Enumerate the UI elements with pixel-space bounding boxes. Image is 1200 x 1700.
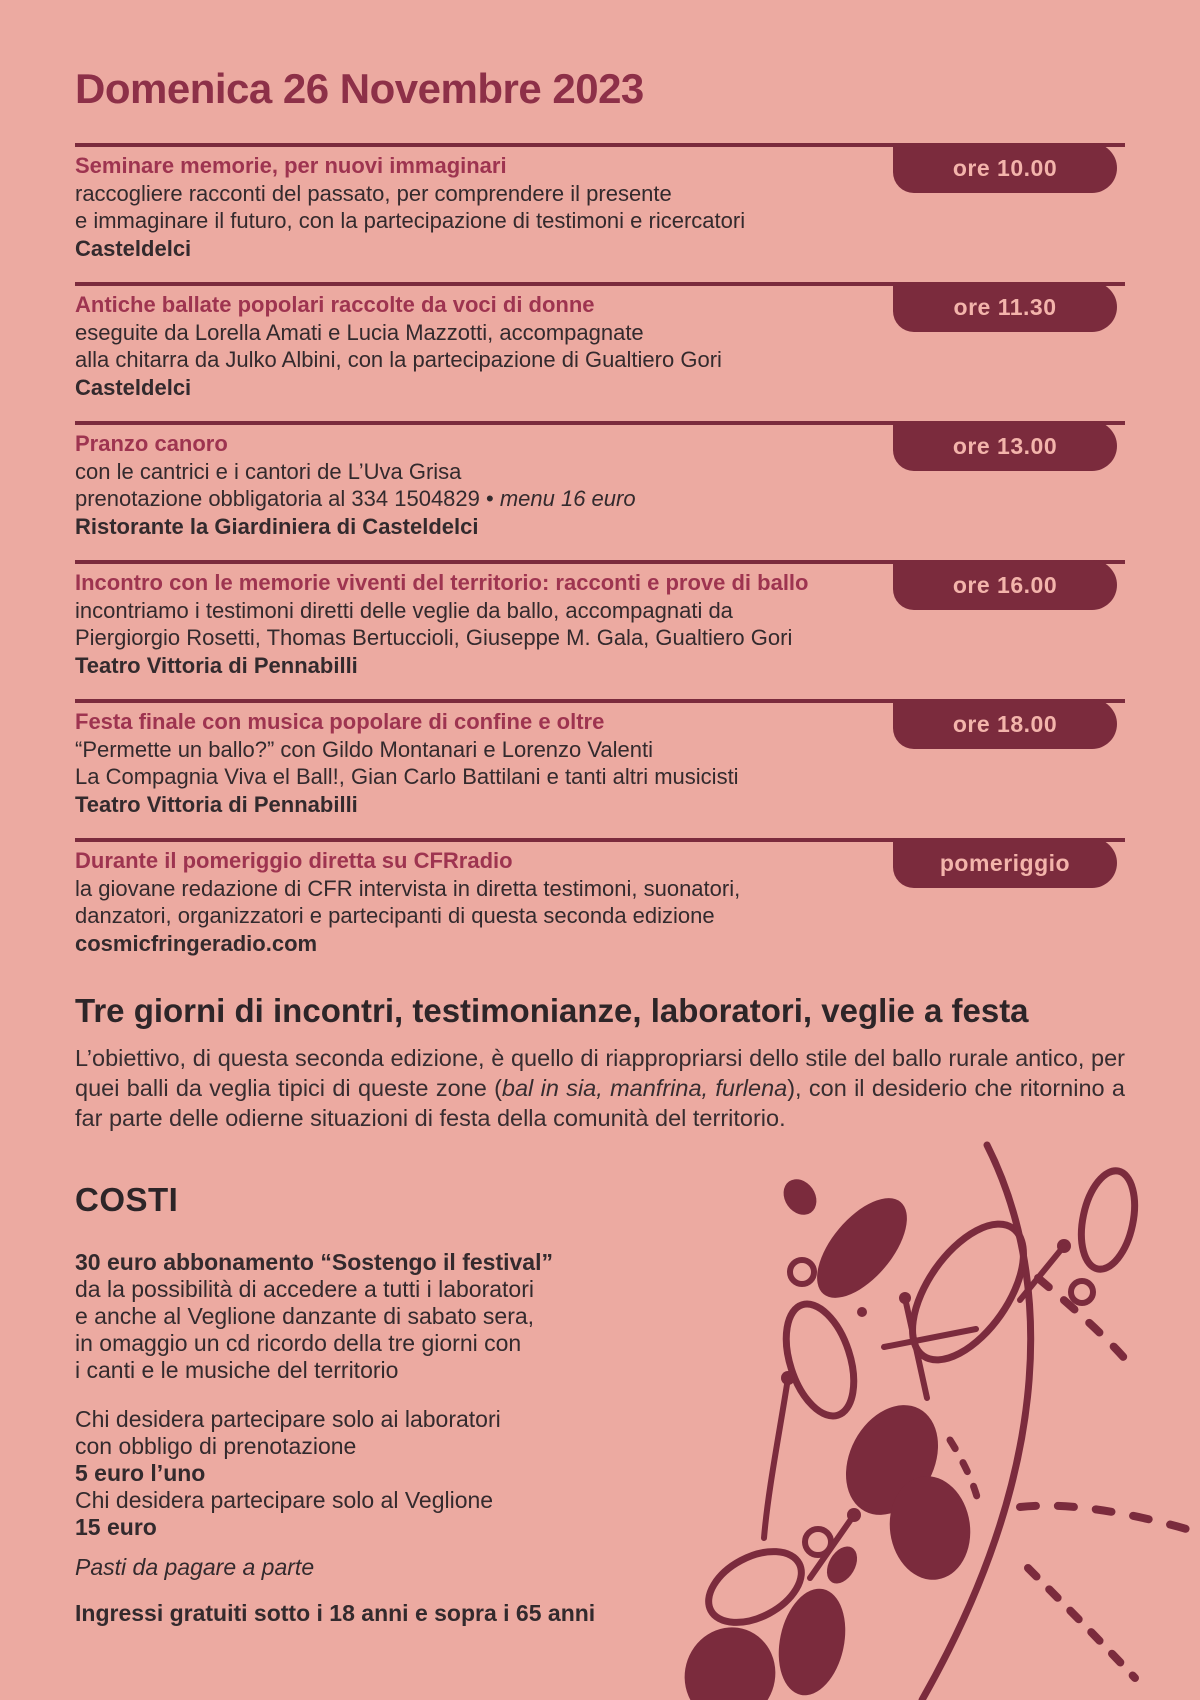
event-description-line: eseguite da Lorella Amati e Lucia Mazzotti, accompagnate [75, 319, 644, 345]
costs-section [75, 1249, 635, 1627]
dance-names-italic: bal in sia, manfrina, furlena [501, 1075, 788, 1101]
event-description-line: danzatori, organizzatori e partecipanti di questa seconda edizione [75, 903, 715, 928]
schedule [75, 143, 1125, 977]
workshops-only-line: Chi desidera partecipare solo ai laboratori [75, 1406, 501, 1432]
subscription-line: in omaggio un cd ricordo della tre giorni con [75, 1330, 522, 1356]
intro-text-end: ), con il desiderio che ritornino a far parte delle odierne situazioni di festa della comunità del territorio. [75, 1075, 1125, 1131]
event-description-line: alla chitarra da Julko Albini, con la partecipazione di Gualtiero Gori [75, 347, 722, 372]
time-badge: ore 11.30 [893, 282, 1117, 332]
event-description-line [75, 485, 1125, 513]
event-description-line: Piergiorgio Rosetti, Thomas Bertuccioli, Giuseppe M. Gala, Gualtiero Gori [75, 625, 793, 650]
event-description-line: con le cantrici e i cantori de L’Uva Grisa [75, 458, 462, 484]
costs-heading: COSTI [75, 1181, 179, 1218]
event-description-line: raccogliere racconti del passato, per comprendere il presente [75, 180, 672, 206]
festival-intro-paragraph [75, 1043, 1125, 1133]
time-badge: pomeriggio [893, 838, 1117, 888]
event-row-1 [75, 143, 1125, 282]
event-row-5 [75, 699, 1125, 838]
menu-price-note: menu 16 euro [499, 486, 636, 511]
event-title: Pranzo canoro [75, 431, 228, 456]
event-title: Seminare memorie, per nuovi immaginari [75, 153, 507, 178]
time-badge: ore 18.00 [893, 699, 1117, 749]
time-badge: ore 13.00 [893, 421, 1117, 471]
event-row-4 [75, 560, 1125, 699]
event-row-6 [75, 838, 1125, 977]
event-title: Festa finale con musica popolare di confine e oltre [75, 709, 605, 734]
subscription-line: da la possibilità di accedere a tutti i laboratori [75, 1276, 534, 1302]
time-badge: ore 16.00 [893, 560, 1117, 610]
page-title: Domenica 26 Novembre 2023 [75, 65, 644, 112]
event-location: Casteldelci [75, 235, 192, 261]
radio-website: cosmicfringeradio.com [75, 930, 318, 956]
veglione-price: 15 euro [75, 1514, 157, 1540]
single-tickets-block [75, 1406, 635, 1541]
intro-text: L’obiettivo, di questa seconda edizione, è quello di riappropriarsi dello stile del ballo rurale antico, per quei balli da veglia tipici di queste zone ( [75, 1045, 1125, 1101]
booking-required-line: con obbligo di prenotazione [75, 1433, 357, 1459]
event-description-line: incontriamo i testimoni diretti delle veglie da ballo, accompagnati da [75, 597, 733, 623]
event-row-3 [75, 421, 1125, 560]
event-title: Durante il pomeriggio diretta su CFRradio [75, 848, 513, 873]
veglione-only-line: Chi desidera partecipare solo al Veglione [75, 1487, 494, 1513]
time-badge: ore 10.00 [893, 143, 1117, 193]
event-description-line: “Permette un ballo?” con Gildo Montanari e Lorenzo Valenti [75, 736, 654, 762]
event-title: Incontro con le memorie viventi del territorio: racconti e prove di ballo [75, 570, 809, 595]
subscription-title: 30 euro abbonamento “Sostengo il festival” [75, 1249, 553, 1275]
workshop-price: 5 euro l’uno [75, 1460, 206, 1486]
event-location: Ristorante la Giardiniera di Casteldelci [75, 513, 479, 539]
booking-text: prenotazione obbligatoria al 334 1504829 • [75, 486, 500, 511]
free-entry-note: Ingressi gratuiti sotto i 18 anni e sopra i 65 anni [75, 1600, 596, 1626]
festival-subtitle: Tre giorni di incontri, testimonianze, laboratori, veglie a festa [75, 992, 1029, 1029]
event-description-line: e immaginare il futuro, con la partecipazione di testimoni e ricercatori [75, 208, 746, 233]
event-location: Teatro Vittoria di Pennabilli [75, 791, 358, 817]
event-description-line: La Compagnia Viva el Ball!, Gian Carlo Battilani e tanti altri musicisti [75, 764, 739, 789]
event-row-2 [75, 282, 1125, 421]
subscription-line: e anche al Veglione danzante di sabato sera, [75, 1303, 535, 1329]
meals-note: Pasti da pagare a parte [75, 1554, 315, 1580]
event-location: Teatro Vittoria di Pennabilli [75, 652, 358, 678]
event-description-line: la giovane redazione di CFR intervista in diretta testimoni, suonatori, [75, 875, 741, 901]
subscription-line: i canti e le musiche del territorio [75, 1357, 399, 1383]
event-title: Antiche ballate popolari raccolte da voci di donne [75, 292, 595, 317]
event-location: Casteldelci [75, 374, 192, 400]
